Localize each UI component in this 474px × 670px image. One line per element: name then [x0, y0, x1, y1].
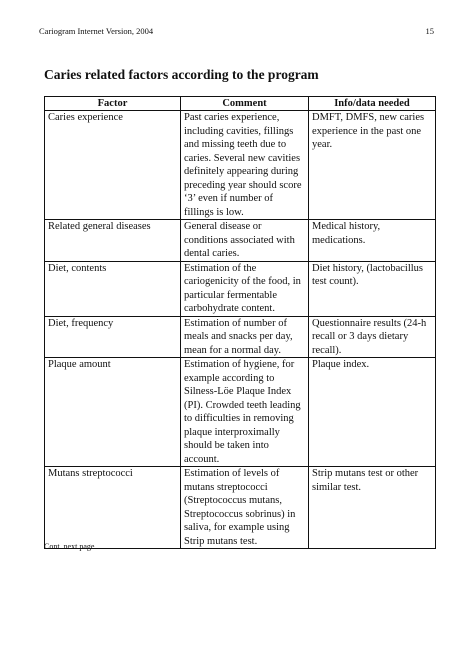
- factor-cell: Plaque amount: [45, 358, 181, 467]
- info-cell: Diet history, (lactobacillus test count).: [309, 261, 436, 316]
- column-header-info: Info/data needed: [309, 97, 436, 111]
- comment-cell: Estimation of the cariogenicity of the food, in particular fermentable carbohydrate content.: [181, 261, 309, 316]
- column-header-comment: Comment: [181, 97, 309, 111]
- section-title: Caries related factors according to the program: [44, 67, 319, 82]
- info-cell: DMFT, DMFS, new caries experience in the past one year.: [309, 111, 436, 220]
- column-header-factor: Factor: [45, 97, 181, 111]
- table-row: [45, 358, 436, 467]
- table-row: [45, 261, 436, 316]
- page-header: [39, 24, 434, 38]
- continuation-note: Cont. next page.: [44, 542, 97, 551]
- comment-cell: General disease or conditions associated with dental caries.: [181, 220, 309, 262]
- page-number: 15: [425, 26, 434, 36]
- table-row: [45, 467, 436, 549]
- factor-cell: Caries experience: [45, 111, 181, 220]
- factor-cell: Mutans streptococci: [45, 467, 181, 549]
- table-header-row: [45, 97, 436, 111]
- comment-cell: Estimation of levels of mutans streptococci (Streptococcus mutans, Streptococcus sobrinus) in saliva, for example using Strip mutans test.: [181, 467, 309, 549]
- info-cell: Plaque index.: [309, 358, 436, 467]
- document-version-label: Cariogram Internet Version, 2004: [39, 26, 154, 36]
- factor-cell: Diet, frequency: [45, 316, 181, 358]
- info-cell: Strip mutans test or other similar test.: [309, 467, 436, 549]
- table-row: [45, 111, 436, 220]
- table-row: [45, 220, 436, 262]
- factor-cell: Diet, contents: [45, 261, 181, 316]
- factor-cell: Related general diseases: [45, 220, 181, 262]
- info-cell: Questionnaire results (24-h recall or 3 days dietary recall).: [309, 316, 436, 358]
- comment-cell: Estimation of number of meals and snacks per day, mean for a normal day.: [181, 316, 309, 358]
- caries-factors-table: [44, 96, 436, 549]
- comment-cell: Past caries experience, including cavities, fillings and missing teeth due to caries. Several new cavities definitely appearing during preceding year should score ‘3’ even if number of fillings is low.: [181, 111, 309, 220]
- comment-cell: Estimation of hygiene, for example according to Silness-Löe Plaque Index (PI). Crowded teeth leading to difficulties in removing plaque interproximally should be taken into account.: [181, 358, 309, 467]
- info-cell: Medical history, medications.: [309, 220, 436, 262]
- table-row: [45, 316, 436, 358]
